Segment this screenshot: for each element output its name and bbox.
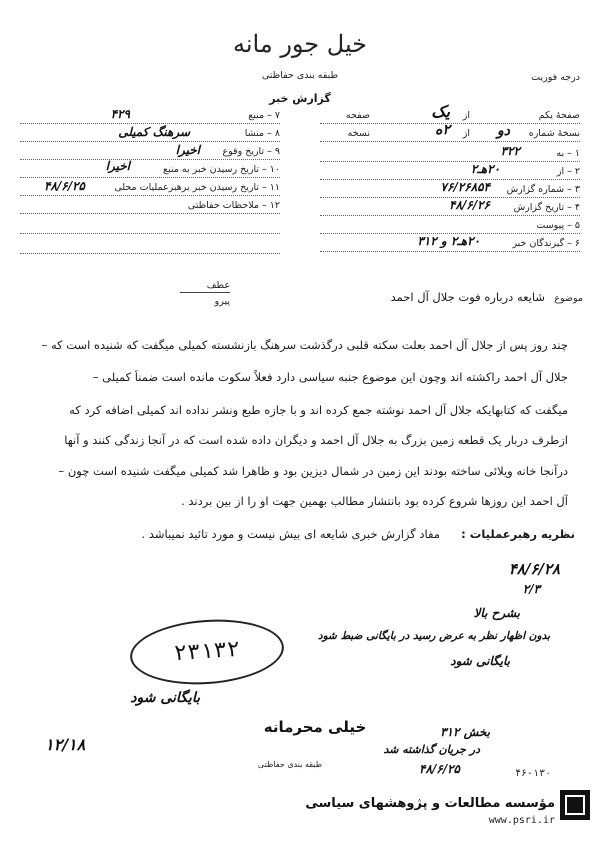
handwritten-note-2: بدون اظهار نظر به عرض رسید در بایگانی ضبط شود xyxy=(317,630,550,642)
handwritten-left-date: ۱۲/۱۸ xyxy=(45,735,86,754)
archive-code: ۴۶-۱۳۰ xyxy=(515,768,552,779)
field-origin-value: سرهنگ کمیلی xyxy=(118,125,190,139)
handwritten-date: ۴۸/۶/۲۸ xyxy=(508,560,560,578)
field-source-label: ۷ – منبع xyxy=(248,110,280,121)
institute-url[interactable]: www.psri.ir xyxy=(488,815,555,826)
report-number-label: ۳ – شماره گزارش xyxy=(506,184,580,195)
institute-name: مؤسسه مطالعات و پژوهشهای سیاسی xyxy=(305,796,555,811)
classification-stamp: خیلی محرمانه xyxy=(263,718,367,736)
page-label: صفحهٔ یکم xyxy=(538,110,580,121)
institute-logo-inner xyxy=(565,795,585,815)
handwritten-bottom-3: ۴۸/۶/۲۵ xyxy=(419,762,460,776)
body-line: میگفت که کتابهایکه جلال آل احمد نوشته جمع کرده اند و با جازه طبع ونشر نداده اند کمیلی اضافه کرد که xyxy=(69,403,568,417)
field-occurrence-date-value: اخیرا xyxy=(175,143,200,157)
reference-atf-label: عطف xyxy=(206,280,230,291)
copy-unit-label: نسخه xyxy=(347,128,370,139)
field-received-by-leader-label: ۱۱ – تاریخ رسیدن خبر برهبرعملیات محلی xyxy=(114,182,280,193)
urgency-label: درجه فوریت xyxy=(531,72,580,83)
handwritten-note-1: بشرح بالا xyxy=(473,606,520,620)
body-line: ازطرف دربار یک قطعه زمین بزرگ به جلال آل احمد و دیگران داده شده است که در آنجا زندگی کنند و آنها xyxy=(64,433,568,447)
report-date-label: ۴ – تاریخ گزارش xyxy=(513,202,580,213)
assessment-label: نظریه رهبرعملیات : xyxy=(461,527,575,541)
report-date-value: ۴۸/۶/۲۶ xyxy=(449,198,490,212)
body-line: جلال آل احمد راکشته اند وچون این موضوع جنبه سیاسی دارد فعلاً سکوت مانده است ضمناً کمیلی – xyxy=(92,370,568,384)
field-from-label: ۲ – از xyxy=(556,166,580,177)
handwritten-circled-number xyxy=(128,615,286,690)
circled-number-text: ۲۳۱۳۲ xyxy=(173,636,241,667)
classification-stamp-sub: طبقه بندی حفاظتی xyxy=(257,760,323,769)
subject-label: موضوع xyxy=(554,293,583,304)
page-total-value: یک xyxy=(431,102,450,121)
report-number-value: ۷۶/۲۶۸۵۴ xyxy=(440,180,490,194)
field-to-value: ۳۲۲ xyxy=(500,144,520,158)
classification-label: طبقه بندی حفاظتی xyxy=(261,70,339,81)
handwritten-date-sub: ۲/۳ xyxy=(522,582,540,596)
reference-pirow-label: پیرو xyxy=(214,296,230,307)
field-occurrence-date-label: ۹ – تاریخ وقوع xyxy=(222,146,280,157)
body-line: درآنجا خانه ویلائی ساخته بودند این زمین در شمال دیزین بود و ظاهرا شد کمیلی میگفت شنیده است چون – xyxy=(58,464,568,478)
body-line: چند روز پس از جلال آل احمد بعلت سکته قلبی درگذشت سرهنگ بازنشسته کمیلی میگفت که شنیده است که – xyxy=(41,338,568,352)
field-received-by-leader-value: ۴۸/۶/۲۵ xyxy=(44,179,85,193)
copy-number-label: نسخهٔ شماره xyxy=(528,128,580,139)
handwritten-left-note: بایگانی شود xyxy=(130,690,200,706)
attachment-label: ۵ – پیوست xyxy=(536,220,580,231)
page-of-label: از xyxy=(462,110,470,121)
assessment-text: مفاد گزارش خبری شایعه ای بیش نیست و مورد تائید نمیباشد . xyxy=(141,527,440,541)
copy-of-label: از xyxy=(462,128,470,139)
body-line: آل احمد این روزها شروع کرده بود بانتشار مطالب بهمین جهت او را از بین بردند . xyxy=(181,494,568,508)
field-from-value: ۲۰هـ۲ xyxy=(470,162,500,176)
field-received-by-source-value: اخیرا xyxy=(105,159,130,173)
subject-value: شایعه درباره فوت جلال آل احمد xyxy=(390,290,545,304)
field-source-value: ۴۲۹ xyxy=(110,107,130,121)
copy-number-value: دو xyxy=(497,123,510,139)
handwritten-bottom-2: در جریان گذاشته شد xyxy=(383,743,480,756)
handwritten-note-3: بایگانی شود xyxy=(450,654,510,668)
page-unit-label: صفحه xyxy=(345,110,370,121)
field-origin-label: ۸ – منشا xyxy=(244,128,280,139)
field-received-by-source-label: ۱۰ – تاریخ رسیدن خبر به منبع xyxy=(163,164,280,175)
copy-total-value: ۲ه xyxy=(435,122,450,138)
report-type-label: گزارش خبر xyxy=(269,92,331,105)
field-security-notes-label: ۱۲ – ملاحظات حفاظتی xyxy=(187,200,280,211)
field-to-label: ۱ – به xyxy=(556,148,580,159)
document-title-stamp: خیل جور مانه xyxy=(232,30,368,58)
handwritten-bottom-1: بخش ۳۱۲ xyxy=(440,725,490,739)
recipients-value: ۲۰هـ۲ و ۳۱۲ xyxy=(417,234,480,248)
recipients-label: ۶ – گیرندگان خبر xyxy=(512,238,580,249)
